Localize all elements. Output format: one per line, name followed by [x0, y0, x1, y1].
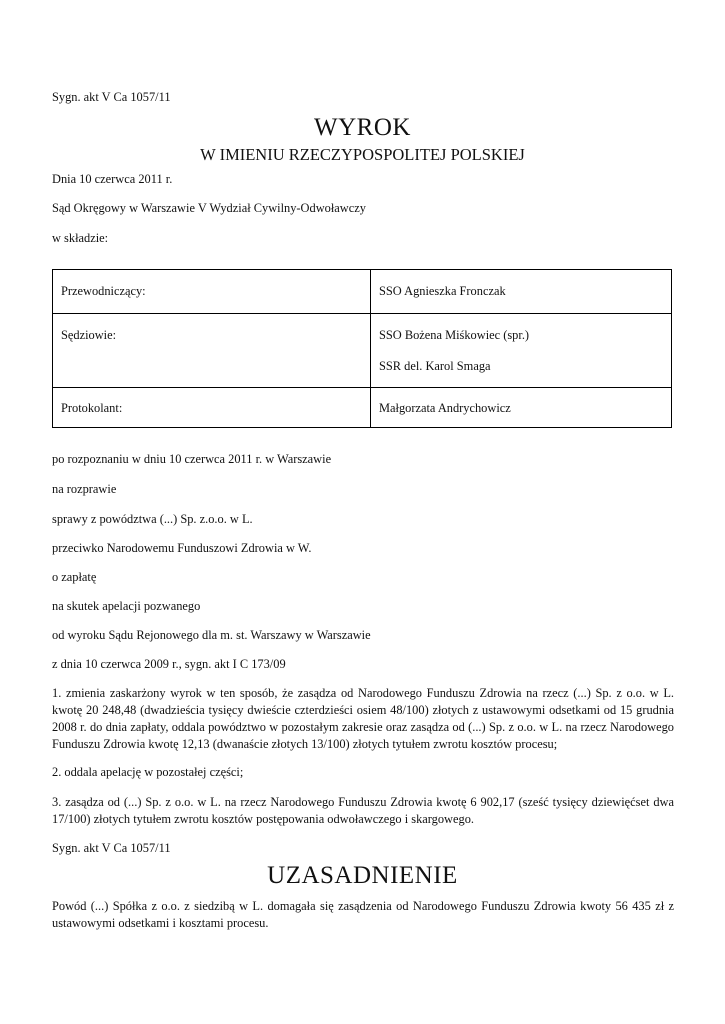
justification-case-number: Sygn. akt V Ca 1057/11 — [52, 841, 171, 855]
role-label: Przewodniczący: — [61, 284, 146, 298]
table-row — [53, 270, 672, 314]
justification-paragraph: Powód (...) Spółka z o.o. z siedzibą w L. domagała się zasądzenia od Narodowego Funduszu Zdrowia kwoty 56 435 zł z ustawowymi odsetkami i kosztami procesu. — [52, 899, 674, 930]
document-title: WYROK — [314, 114, 411, 141]
court-name: Sąd Okręgowy w Warszawie V Wydział Cywilny-Odwoławczy — [52, 201, 366, 215]
composition-table — [52, 269, 672, 428]
proceedings-line: sprawy z powództwa (...) Sp. z.o.o. w L. — [52, 512, 253, 526]
role-label: Protokolant: — [61, 401, 123, 415]
proceedings-line: z dnia 10 czerwca 2009 r., sygn. akt I C 173/09 — [52, 657, 286, 671]
role-cell — [53, 314, 371, 388]
role-cell — [53, 388, 371, 428]
names-cell — [371, 270, 672, 314]
proceedings-line: na rozprawie — [52, 482, 117, 496]
role-cell — [53, 270, 371, 314]
justification-title: UZASADNIENIE — [267, 862, 458, 889]
person-name: SSO Agnieszka Fronczak — [379, 284, 506, 298]
judgment-date: Dnia 10 czerwca 2011 r. — [52, 172, 173, 186]
ruling-point-1: 1. zmienia zaskarżony wyrok w ten sposób, że zasądza od Narodowego Funduszu Zdrowia na rzecz (...) Sp. z o.o. w L. kwotę 20 248,48 (dwadzieścia tysięcy dwieście czterdzieści osiem 48/100) złotych z ustawowymi odsetkami od 15 grudnia 2008 r. do dnia zapłaty, oddala powództwo w pozostałym zakresie oraz zasądza od (...) Sp. z o.o. w L. na rzecz Narodowego Funduszu Zdrowia kwotę 12,13 (dwanaście złotych 13/100) złotych tytułem zwrotu kosztów procesu; — [52, 686, 674, 751]
table-row — [53, 388, 672, 428]
proceedings-line: o zapłatę — [52, 570, 97, 584]
role-label: Sędziowie: — [61, 328, 117, 342]
document-subtitle: W IMIENIU RZECZYPOSPOLITEJ POLSKIEJ — [200, 145, 525, 164]
ruling-point-2: 2. oddala apelację w pozostałej części; — [52, 765, 244, 779]
names-cell — [371, 388, 672, 428]
table-row — [53, 314, 672, 388]
composition-intro: w składzie: — [52, 231, 109, 245]
case-number: Sygn. akt V Ca 1057/11 — [52, 90, 171, 104]
ruling-point-3: 3. zasądza od (...) Sp. z o.o. w L. na rzecz Narodowego Funduszu Zdrowia kwotę 6 902,17 (sześć tysięcy dziewięćset dwa 17/100) złotych tytułem zwrotu kosztów postępowania odwoławczego i skargowego. — [52, 795, 674, 826]
proceedings-line: po rozpoznaniu w dniu 10 czerwca 2011 r. w Warszawie — [52, 452, 332, 466]
proceedings-line: przeciwko Narodowemu Funduszowi Zdrowia w W. — [52, 541, 312, 555]
person-name: Małgorzata Andrychowicz — [379, 401, 511, 415]
person-name: SSO Bożena Miśkowiec (spr.) — [379, 328, 530, 342]
person-name: SSR del. Karol Smaga — [379, 359, 491, 373]
proceedings-line: od wyroku Sądu Rejonowego dla m. st. Warszawy w Warszawie — [52, 628, 371, 642]
names-cell — [371, 314, 672, 388]
proceedings-line: na skutek apelacji pozwanego — [52, 599, 201, 613]
